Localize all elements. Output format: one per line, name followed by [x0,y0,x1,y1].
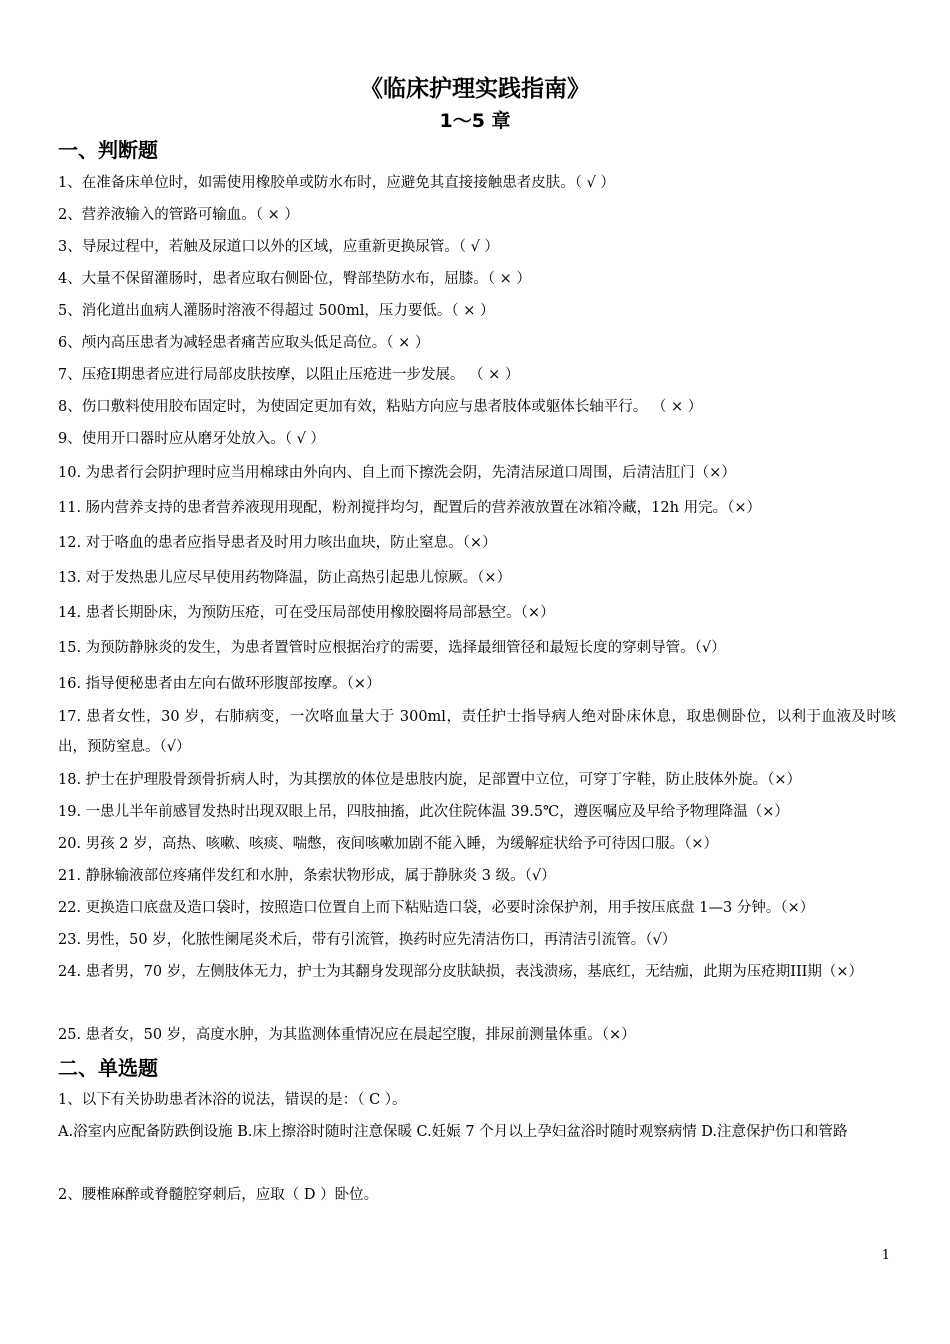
tf-item: 12. 对于咯血的患者应指导患者及时用力咳出血块，防止窒息。（×） [58,535,497,551]
tf-item: 16. 指导便秘患者由左向右做环形腹部按摩。（×） [58,676,381,692]
sc-options: A.浴室内应配备防跌倒设施 B.床上擦浴时随时注意保暖 C.妊娠 7 个月以上孕妇盆浴时随时观察病情 D.注意保护伤口和管路 [58,1124,848,1140]
tf-item: 3、导尿过程中，若触及尿道口以外的区域，应重新更换尿管。（ √ ） [58,239,499,255]
document-subtitle: 1～5 章 [439,110,511,132]
tf-item: 4、大量不保留灌肠时，患者应取右侧卧位，臀部垫防水布，屈膝。（ × ） [58,271,531,287]
tf-item: 20. 男孩 2 岁，高热、咳嗽、咳痰、喘憋，夜间咳嗽加剧不能入睡，为缓解症状给予可待因口服。（×） [58,836,719,852]
tf-item: 18. 护士在护理股骨颈骨折病人时，为其摆放的体位是患肢内旋，足部置中立位，可穿丁字鞋，防止肢体外旋。（×） [58,772,802,788]
page-number: 1 [881,1248,890,1263]
tf-item: 17. 患者女性，30 岁，右肺病变，一次咯血量大于 300ml，责任护士指导病人绝对卧床休息，取患侧卧位，以利于血液及时咳出，预防窒息。（√） [58,709,896,755]
tf-item: 21. 静脉输液部位疼痛伴发红和水肿，条索状物形成，属于静脉炎 3 级。（√） [58,868,556,884]
tf-item: 6、颅内高压患者为减轻患者痛苦应取头低足高位。（ × ） [58,335,430,351]
tf-item: 19. 一患儿半年前感冒发热时出现双眼上吊，四肢抽搐，此次住院体温 39.5℃，遵医嘱应及早给予物理降温（×） [58,804,789,820]
sc-question: 1、以下有关协助患者沐浴的说法，错误的是：（ C ）。 [58,1092,407,1108]
section-heading-true-false: 一、判断题 [58,138,158,162]
tf-item: 11. 肠内营养支持的患者营养液现用现配，粉剂搅拌均匀，配置后的营养液放置在冰箱冷藏，12h 用完。（×） [58,500,761,516]
tf-item: 10. 为患者行会阴护理时应当用棉球由外向内、自上而下擦洗会阴，先清洁尿道口周围，后清洁肛门（×） [58,465,736,481]
tf-item: 22. 更换造口底盘及造口袋时，按照造口位置自上而下粘贴造口袋，必要时涂保护剂，用手按压底盘 1—3 分钟。（×） [58,900,815,916]
tf-item: 13. 对于发热患儿应尽早使用药物降温，防止高热引起患儿惊厥。（×） [58,570,512,586]
tf-item: 5、消化道出血病人灌肠时溶液不得超过 500ml，压力要低。（ × ） [58,303,495,319]
tf-item: 7、压疮Ⅰ期患者应进行局部皮肤按摩，以阻止压疮进一步发展。 （ × ） [58,367,520,383]
tf-item: 9、使用开口器时应从磨牙处放入。（ √ ） [58,431,325,447]
section-heading-single-choice: 二、单选题 [58,1056,158,1080]
tf-item: 25. 患者女，50 岁，高度水肿，为其监测体重情况应在晨起空腹，排尿前测量体重。（×） [58,1027,636,1043]
tf-item: 1、在准备床单位时，如需使用橡胶单或防水布时，应避免其直接接触患者皮肤。（ √ ） [58,175,615,191]
tf-item: 8、伤口敷料使用胶布固定时，为使固定更加有效，粘贴方向应与患者肢体或躯体长轴平行。 （ × ） [58,399,703,415]
tf-item: 2、营养液输入的管路可输血。（ × ） [58,207,299,223]
sc-question: 2、腰椎麻醉或脊髓腔穿刺后，应取（ D ）卧位。 [58,1187,379,1203]
tf-item: 14. 患者长期卧床，为预防压疮，可在受压局部使用橡胶圈将局部悬空。（×） [58,605,555,621]
tf-item: 23. 男性，50 岁，化脓性阑尾炎术后，带有引流管，换药时应先清洁伤口，再清洁引流管。（√） [58,932,677,948]
document-title: 《临床护理实践指南》 [360,76,590,102]
tf-item: 24. 患者男，70 岁，左侧肢体无力，护士为其翻身发现部分皮肤缺损，表浅溃疡，基底红，无结痂，此期为压疮期III期（×） [58,964,864,980]
tf-item: 15. 为预防静脉炎的发生，为患者置管时应根据治疗的需要，选择最细管径和最短长度的穿刺导管。（√） [58,640,726,656]
